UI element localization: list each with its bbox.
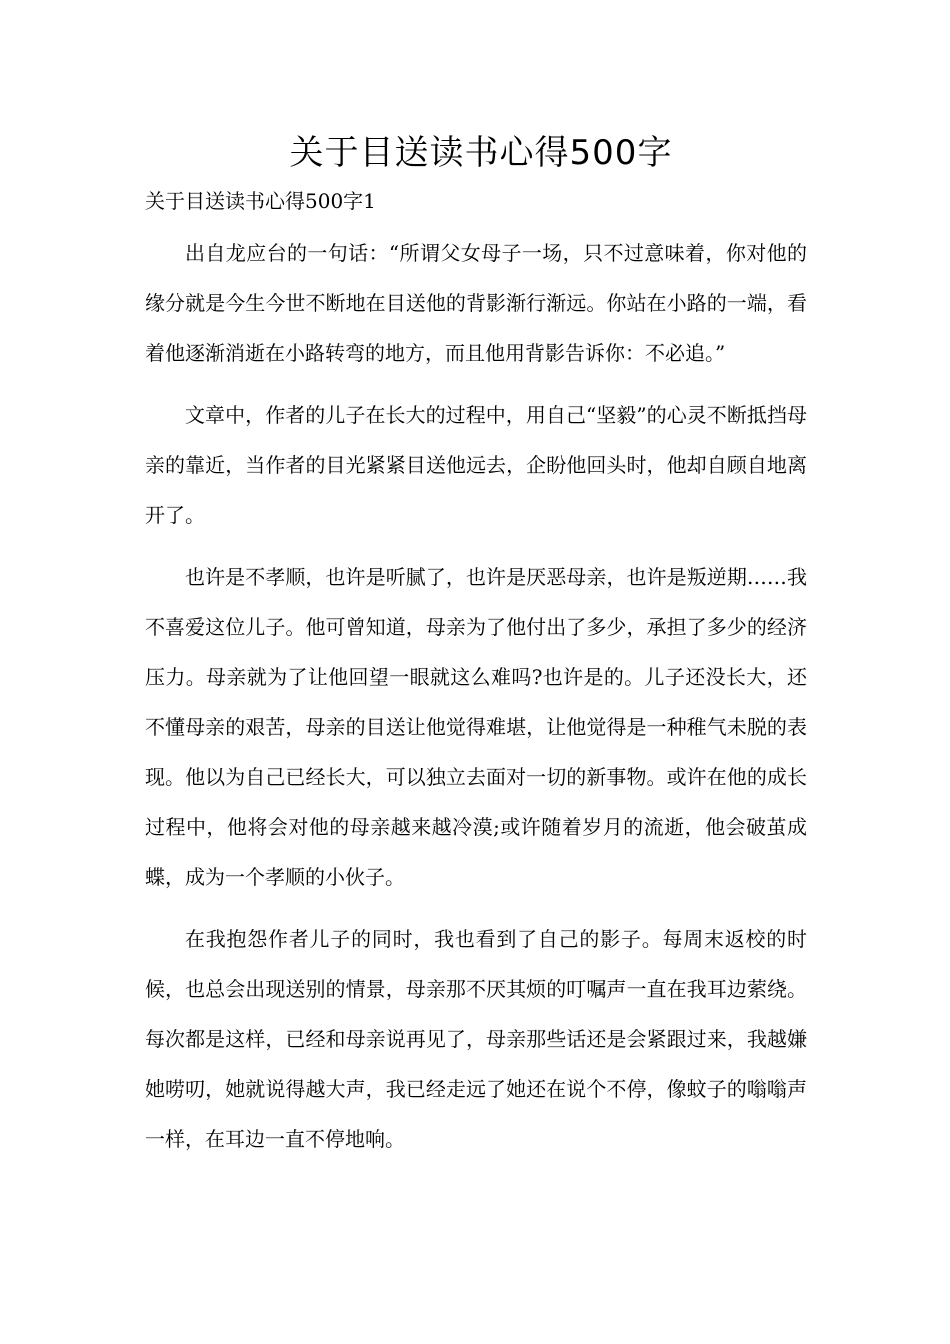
section-heading: 关于目送读书心得500字1 — [145, 189, 376, 213]
document-title: 关于目送读书心得500字 — [289, 133, 673, 173]
paragraph-4: 在我抱怨作者儿子的同时，我也看到了自己的影子。每周末返校的时候，也总会出现送别的情景，母亲那不厌其烦的叮嘱声一直在我耳边萦绕。每次都是这样，已经和母亲说再见了，母亲那些话还是会紧跟过来，我越嫌她唠叨，她就说得越大声，我已经走远了她还在说个不停，像蚊子的嗡嗡声一样，在耳边一直不停地响。 — [145, 927, 807, 1151]
document-page — [145, 128, 807, 1164]
paragraph-2: 文章中，作者的儿子在长大的过程中，用自己“坚毅”的心灵不断抵挡母亲的靠近，当作者的目光紧紧目送他远去，企盼他回头时，他却自顾自地离开了。 — [145, 403, 807, 527]
paragraph-3: 也许是不孝顺，也许是听腻了，也许是厌恶母亲，也许是叛逆期……我不喜爱这位儿子。他可曾知道，母亲为了他付出了多少，承担了多少的经济压力。母亲就为了让他回望一眼就这么难吗?也许是的。儿子还没长大，还不懂母亲的艰苦，母亲的目送让他觉得难堪，让他觉得是一种稚气未脱的表现。他以为自己已经长大，可以独立去面对一切的新事物。或许在他的成长过程中，他将会对他的母亲越来越冷漠;或许随着岁月的流逝，他会破茧成蝶，成为一个孝顺的小伙子。 — [145, 565, 807, 889]
paragraph-1: 出自龙应台的一句话：“所谓父女母子一场，只不过意味着，你对他的缘分就是今生今世不断地在目送他的背影渐行渐远。你站在小路的一端，看着他逐渐消逝在小路转弯的地方，而且他用背影告诉你：不必追。” — [145, 241, 807, 365]
